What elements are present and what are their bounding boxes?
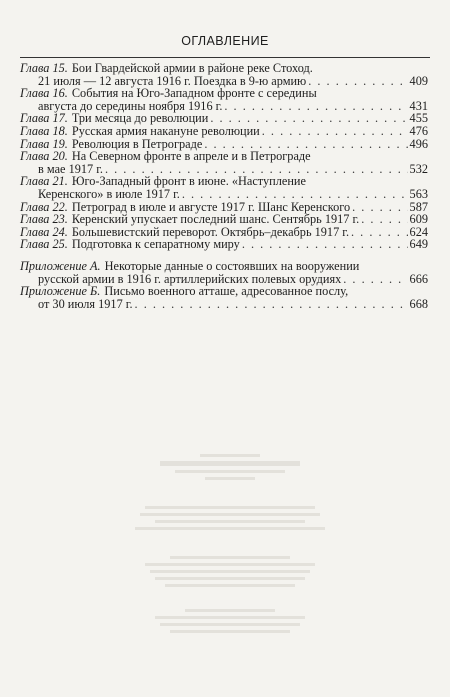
page-number: 455 [409, 111, 428, 126]
page-number: 609 [409, 212, 428, 227]
toc-entry [20, 285, 428, 310]
header-rule [20, 57, 430, 58]
chapter-label: Глава 18. [20, 123, 68, 138]
chapter-label: Глава 19. [20, 136, 68, 151]
chapter-title: Три месяца до революции [71, 111, 209, 126]
chapter-title: в мае 1917 г. [38, 161, 103, 176]
page-title: ОГЛАВЛЕНИЕ [181, 34, 269, 48]
page-number: 668 [409, 296, 428, 311]
chapter-title: Некоторые данные о состоявших на вооружении [104, 258, 360, 273]
page-number: 649 [409, 237, 428, 252]
toc-entry [20, 150, 428, 175]
dot-leader [361, 213, 407, 226]
chapter-title: Юго-Западный фронт в июне. «Наступление [71, 174, 306, 189]
toc-entry-line [20, 150, 428, 163]
chapter-label: Глава 22. [20, 199, 68, 214]
dot-leader [242, 238, 408, 251]
chapter-title: от 30 июля 1917 г. [38, 296, 133, 311]
dot-leader [262, 125, 408, 138]
chapter-label: Глава 20. [20, 149, 68, 164]
chapter-title: августа до середины ноября 1916 г. [38, 98, 223, 113]
toc-entry-line [20, 298, 428, 311]
table-of-contents [20, 62, 428, 310]
toc-entry [20, 175, 428, 200]
chapter-title: Подготовка к сепаратному миру [71, 237, 240, 252]
page-number: 666 [409, 271, 428, 286]
chapter-label: Приложение А. [20, 258, 101, 273]
chapter-label: Глава 17. [20, 111, 68, 126]
toc-entry [20, 125, 428, 138]
toc-entry [20, 260, 428, 285]
dot-leader [182, 188, 408, 201]
chapter-label: Глава 24. [20, 224, 68, 239]
chapter-title: Письмо военного атташе, адресованное послу, [104, 284, 349, 299]
page-number: 587 [409, 199, 428, 214]
toc-entry [20, 213, 428, 226]
dot-leader [352, 201, 407, 214]
toc-entry-line [20, 238, 428, 251]
dot-leader [308, 75, 407, 88]
chapter-title: На Северном фронте в апреле и в Петрограде [71, 149, 311, 164]
toc-entry-line [20, 213, 428, 226]
chapter-label: Глава 21. [20, 174, 68, 189]
chapter-title: Большевистский переворот. Октябрь–декабрь 1917 г. [71, 224, 350, 239]
toc-entry [20, 238, 428, 251]
toc-entry-line [20, 260, 428, 273]
chapter-title: События на Юго-Западном фронте с середины [71, 86, 317, 101]
dot-leader [343, 273, 407, 286]
toc-entry-line [20, 125, 428, 138]
chapter-title: русской армии в 1916 г. артиллерийских полевых орудиях [38, 271, 342, 286]
page-number: 532 [409, 161, 428, 176]
page-number: 496 [409, 136, 428, 151]
chapter-label: Глава 23. [20, 212, 68, 227]
toc-entry [20, 87, 428, 112]
chapter-label: Приложение Б. [20, 284, 101, 299]
chapter-title: 21 июля — 12 августа 1916 г. Поездка в 9-ю армию [38, 73, 307, 88]
chapter-title: Революция в Петрограде [71, 136, 203, 151]
toc-entry-line [20, 188, 428, 201]
chapter-label: Глава 25. [20, 237, 68, 252]
chapter-title: Петроград в июле и августе 1917 г. Шанс Керенского [71, 199, 351, 214]
chapter-title: Бои Гвардейской армии в районе реке Стоход. [71, 61, 313, 75]
page-number: 476 [409, 123, 428, 138]
dot-leader [135, 298, 408, 311]
page-number: 624 [409, 224, 428, 239]
chapter-title: Керенский упускает последний шанс. Сентябрь 1917 г. [71, 212, 360, 227]
chapter-label: Глава 15. [20, 61, 68, 75]
chapter-title: Русская армия накануне революции [71, 123, 260, 138]
toc-entry-line [20, 87, 428, 100]
page-number: 431 [409, 98, 428, 113]
page-number: 563 [409, 186, 428, 201]
toc-entry-line [20, 285, 428, 298]
toc-entry-line [20, 62, 428, 75]
chapter-title: Керенского» в июле 1917 г. [38, 186, 180, 201]
page-number: 409 [409, 73, 428, 88]
toc-entry [20, 62, 428, 87]
dot-leader [224, 100, 407, 113]
faded-imprint-bleedthrough [120, 450, 340, 637]
chapter-label: Глава 16. [20, 86, 68, 101]
dot-leader [351, 226, 408, 239]
